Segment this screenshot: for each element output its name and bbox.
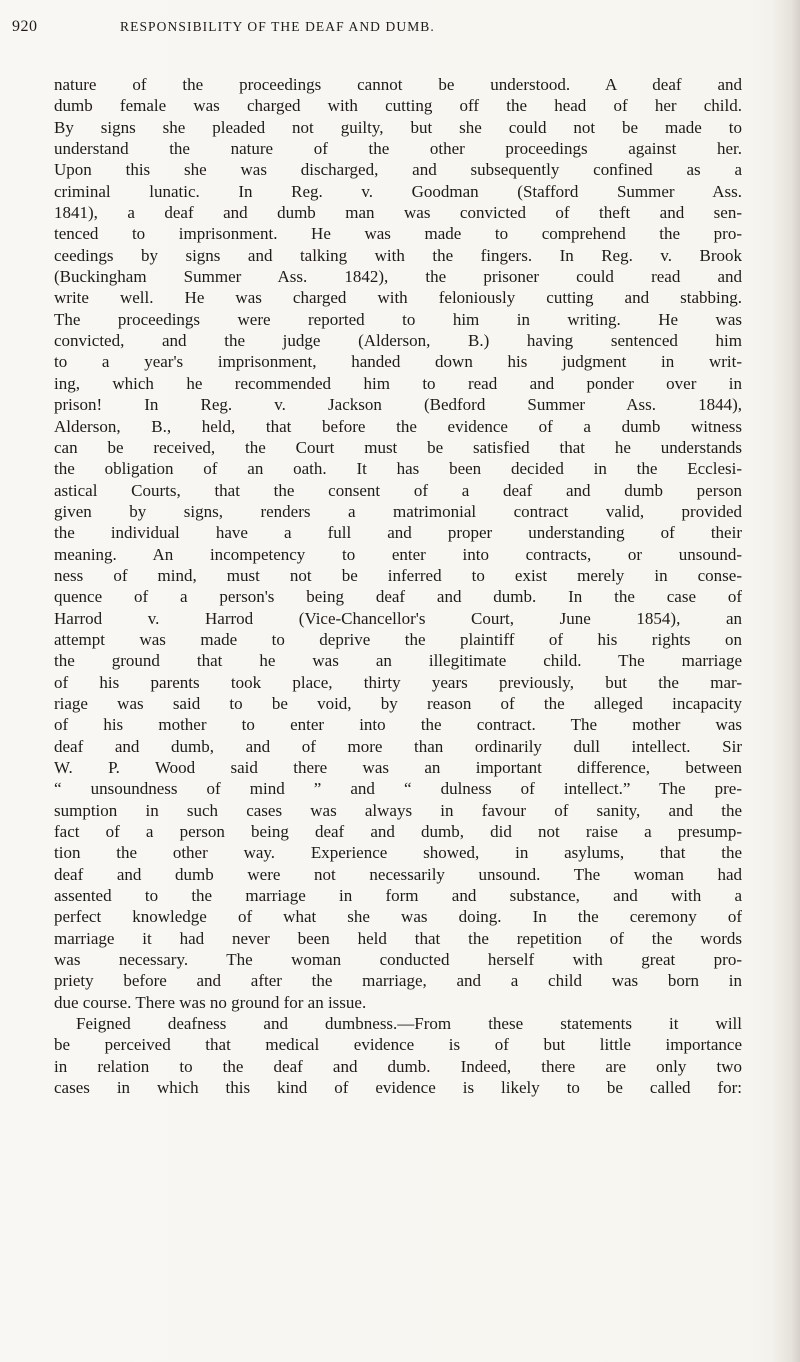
text-line: tenced to imprisonment. He was made to comprehend the pro- — [54, 224, 742, 244]
text-line: ceedings by signs and talking with the fingers. In Reg. v. Brook — [54, 245, 742, 265]
page-number: 920 — [12, 18, 38, 35]
text-line: Harrod v. Harrod (Vice-Chancellor's Court, June 1854), an — [54, 608, 742, 628]
text-line: understand the nature of the other proceedings against her. — [54, 139, 742, 159]
text-line: The proceedings were reported to him in writing. He was — [54, 309, 742, 329]
text-line: deaf and dumb, and of more than ordinarily dull intellect. Sir — [54, 736, 742, 756]
page-edge-shadow — [772, 0, 800, 1362]
text-line: attempt was made to deprive the plaintiff of his rights on — [54, 629, 742, 649]
text-line: cases in which this kind of evidence is likely to be called for: — [54, 1078, 742, 1098]
text-line: ness of mind, must not be inferred to exist merely in conse- — [54, 565, 742, 585]
text-line: due course. There was no ground for an issue. — [54, 992, 367, 1012]
text-line: assented to the marriage in form and substance, and with a — [54, 886, 742, 906]
text-line: By signs she pleaded not guilty, but she could not be made to — [54, 117, 742, 137]
text-line: 1841), a deaf and dumb man was convicted of theft and sen- — [54, 203, 742, 223]
text-line: can be received, the Court must be satisfied that he understands — [54, 437, 742, 457]
text-line: dumb female was charged with cutting off the head of her child. — [54, 96, 742, 116]
text-line: Feigned deafness and dumbness.—From these statements it will — [76, 1014, 742, 1034]
text-line: convicted, and the judge (Alderson, B.) having sentenced him — [54, 331, 742, 351]
text-line: perfect knowledge of what she was doing. In the ceremony of — [54, 907, 742, 927]
text-line: meaning. An incompetency to enter into contracts, or unsound- — [54, 544, 742, 564]
running-title: RESPONSIBILITY OF THE DEAF AND DUMB. — [120, 19, 435, 34]
text-line: was necessary. The woman conducted herself with great pro- — [54, 950, 742, 970]
text-line: priety before and after the marriage, and a child was born in — [54, 971, 742, 991]
text-line: the obligation of an oath. It has been decided in the Ecclesi- — [54, 459, 742, 479]
text-line: criminal lunatic. In Reg. v. Goodman (Stafford Summer Ass. — [54, 181, 742, 201]
text-line: in relation to the deaf and dumb. Indeed, there are only two — [54, 1056, 742, 1076]
text-line: W. P. Wood said there was an important difference, between — [54, 758, 742, 777]
text-line: “ unsoundness of mind ” and “ dulness of intellect.” The pre- — [54, 779, 742, 799]
text-line: to a year's imprisonment, handed down his judgment in writ- — [54, 352, 742, 372]
text-line: prison! In Reg. v. Jackson (Bedford Summer Ass. 1844), — [54, 395, 742, 415]
text-line: Upon this she was discharged, and subsequently confined as a — [54, 160, 742, 180]
body-text — [54, 74, 742, 1099]
text-line: be perceived that medical evidence is of but little importance — [54, 1035, 742, 1055]
text-line: the individual have a full and proper understanding of their — [54, 523, 742, 543]
text-line: Alderson, B., held, that before the evidence of a dumb witness — [54, 416, 742, 436]
text-line: tion the other way. Experience showed, in asylums, that the — [54, 843, 742, 863]
text-line: of his mother to enter into the contract. The mother was — [54, 715, 742, 735]
text-line: the ground that he was an illegitimate child. The marriage — [54, 651, 742, 671]
text-line: riage was said to be void, by reason of the alleged incapacity — [54, 693, 742, 713]
text-line: write well. He was charged with feloniously cutting and stabbing. — [54, 288, 742, 308]
text-line: fact of a person being deaf and dumb, did not raise a presump- — [54, 822, 742, 842]
text-line: given by signs, renders a matrimonial contract valid, provided — [54, 501, 742, 521]
text-line: nature of the proceedings cannot be understood. A deaf and — [54, 75, 742, 94]
text-line: sumption in such cases was always in favour of sanity, and the — [54, 800, 742, 820]
text-line: (Buckingham Summer Ass. 1842), the prisoner could read and — [54, 267, 742, 287]
text-line: ing, which he recommended him to read and ponder over in — [54, 373, 742, 393]
text-line: marriage it had never been held that the repetition of the words — [54, 928, 742, 948]
page-header — [12, 18, 752, 36]
text-line: astical Courts, that the consent of a deaf and dumb person — [54, 480, 742, 500]
text-line: deaf and dumb were not necessarily unsound. The woman had — [54, 864, 742, 884]
text-line: of his parents took place, thirty years previously, but the mar- — [54, 672, 742, 692]
text-line: quence of a person's being deaf and dumb. In the case of — [54, 587, 742, 607]
